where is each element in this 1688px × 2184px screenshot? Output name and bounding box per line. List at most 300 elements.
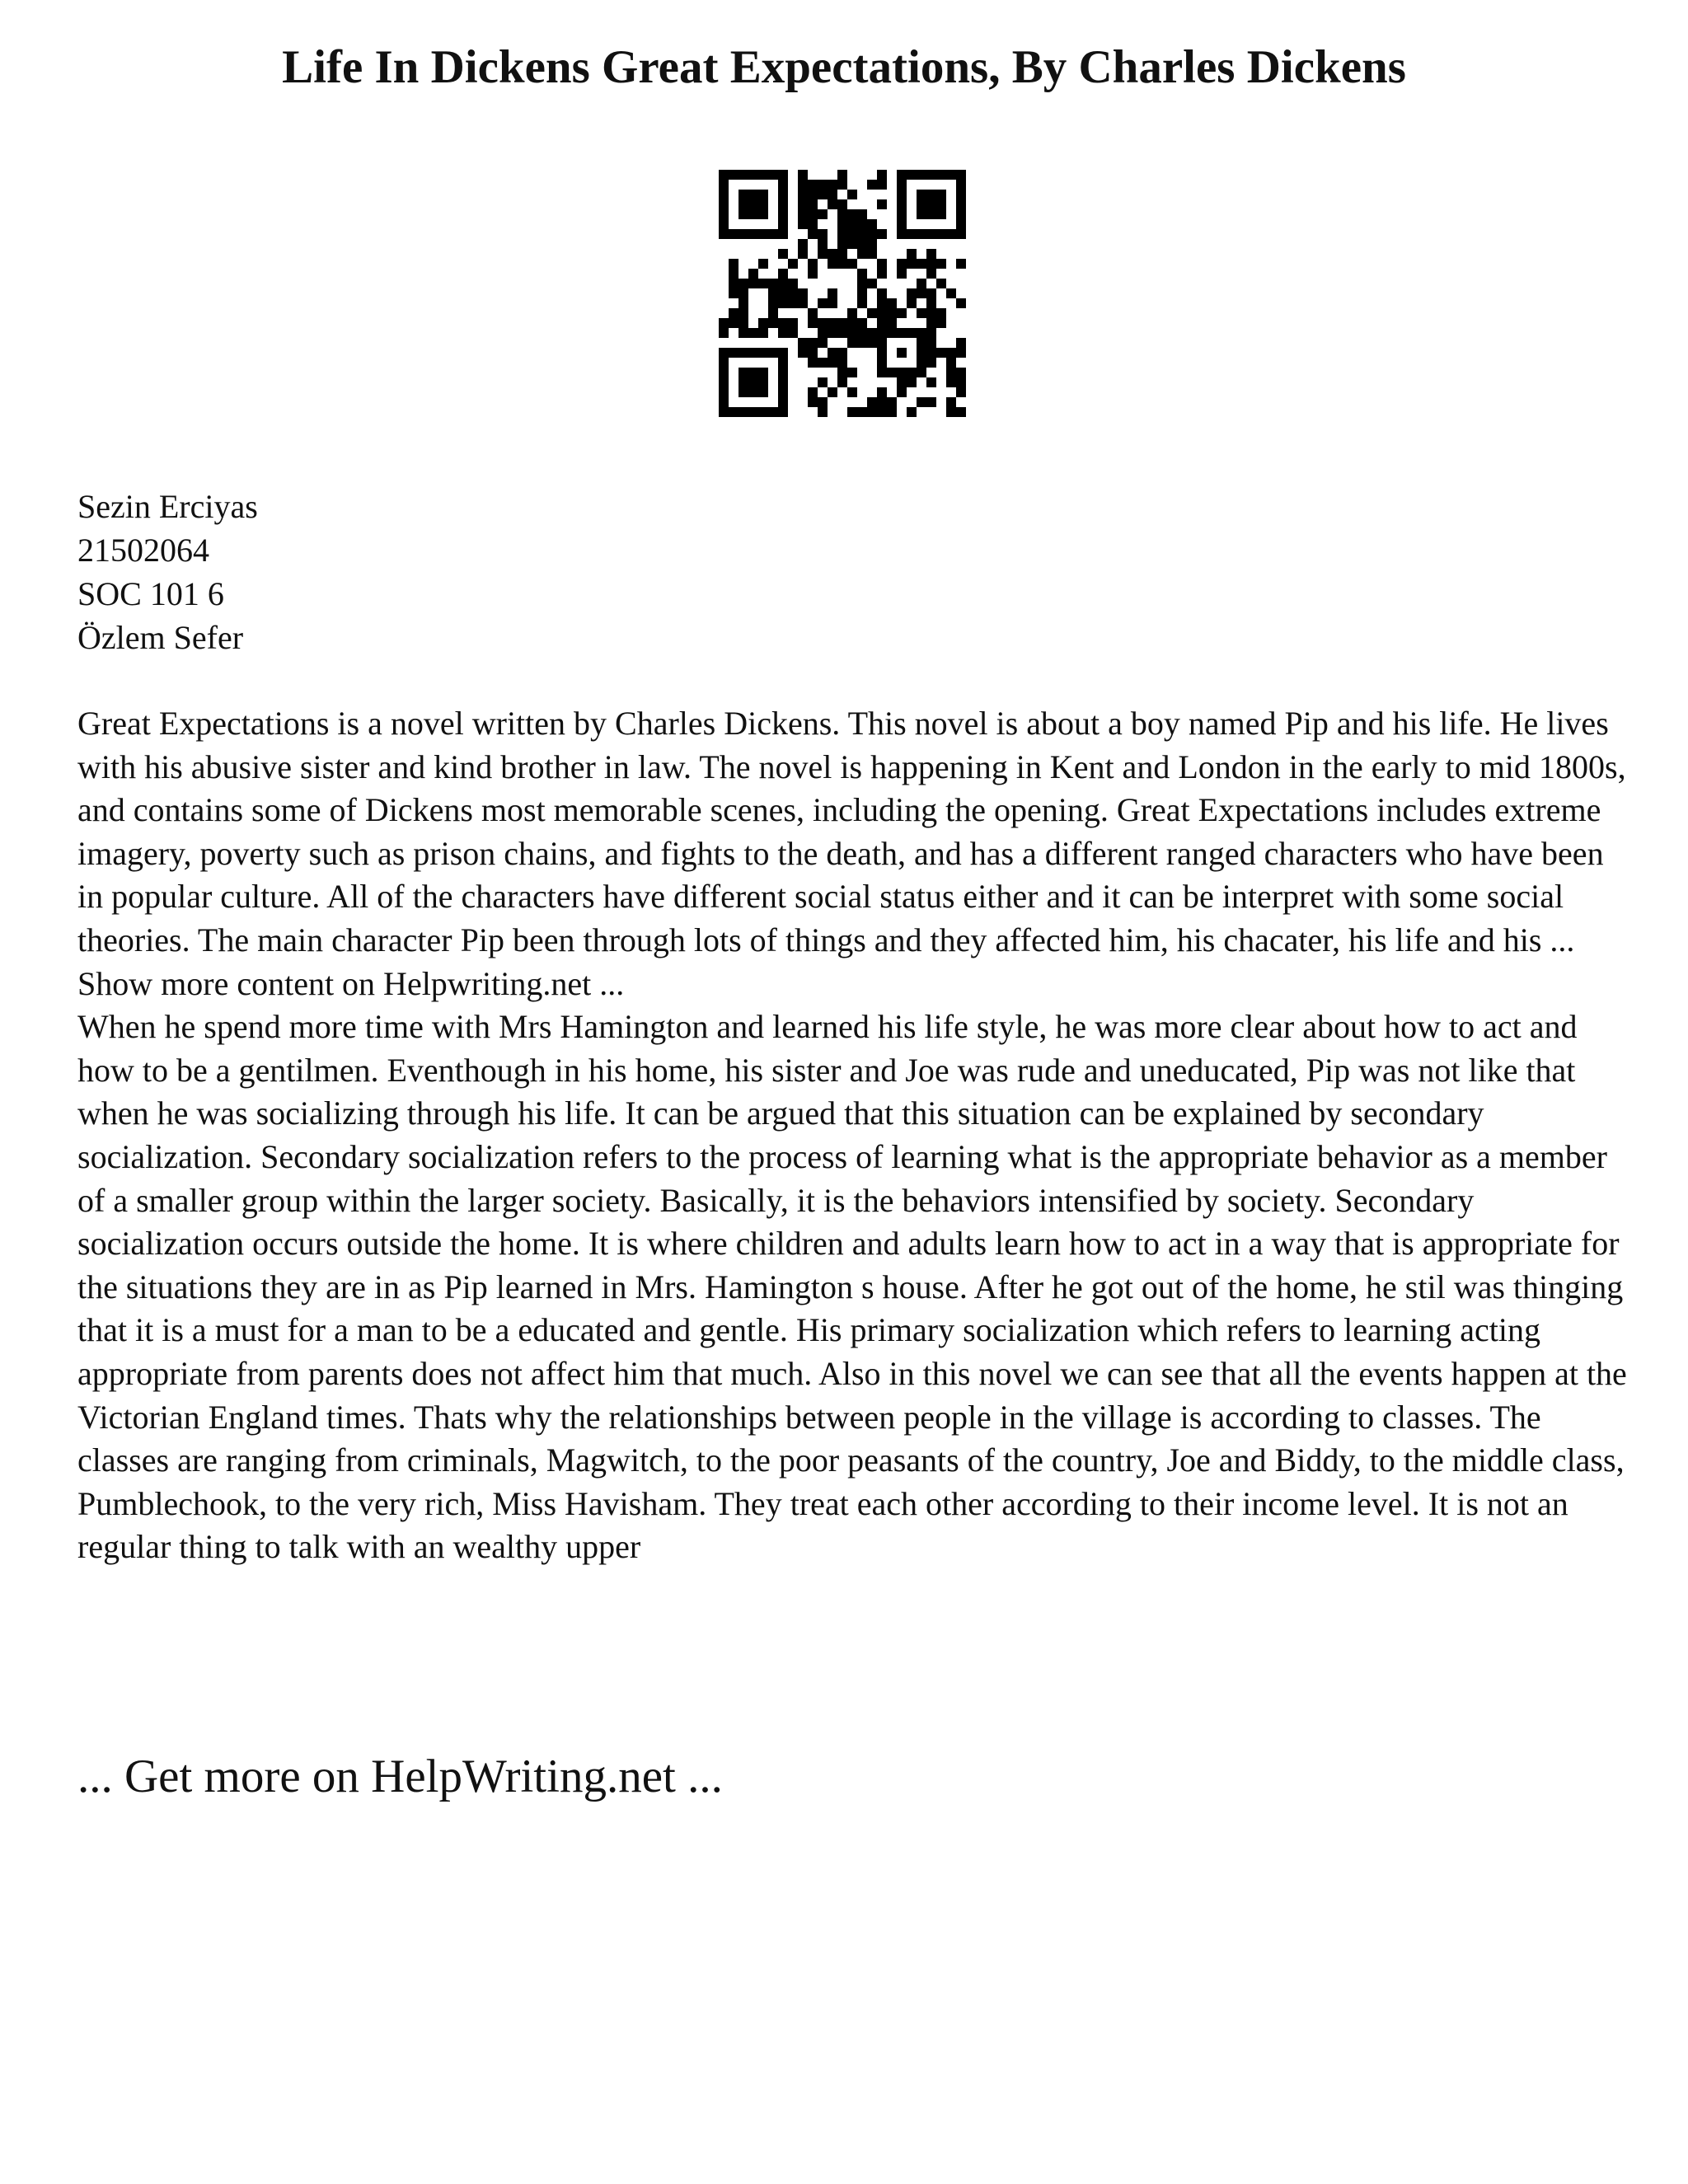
qr-module bbox=[788, 288, 798, 298]
qr-module bbox=[748, 279, 758, 288]
qr-module bbox=[719, 318, 729, 328]
qr-module bbox=[917, 358, 926, 368]
qr-module bbox=[857, 338, 867, 348]
qr-module bbox=[719, 407, 729, 417]
qr-module bbox=[917, 338, 926, 348]
qr-module bbox=[818, 407, 828, 417]
qr-module bbox=[907, 229, 917, 239]
qr-module bbox=[837, 219, 847, 229]
qr-module bbox=[917, 229, 926, 239]
qr-module bbox=[877, 308, 887, 318]
qr-module bbox=[857, 239, 867, 249]
qr-module bbox=[917, 279, 926, 288]
qr-module bbox=[847, 338, 857, 348]
qr-module bbox=[719, 180, 729, 190]
qr-module bbox=[847, 368, 857, 377]
qr-module bbox=[917, 368, 926, 377]
qr-module bbox=[798, 249, 808, 259]
qr-module bbox=[808, 308, 818, 318]
qr-code-icon bbox=[719, 170, 966, 417]
qr-module bbox=[956, 348, 966, 358]
qr-module bbox=[818, 358, 828, 368]
qr-module bbox=[778, 199, 788, 209]
qr-module bbox=[907, 288, 917, 298]
qr-module bbox=[887, 397, 897, 407]
qr-module bbox=[936, 190, 946, 199]
qr-module bbox=[897, 229, 907, 239]
qr-module bbox=[798, 338, 808, 348]
qr-module bbox=[837, 368, 847, 377]
qr-module bbox=[956, 387, 966, 397]
student-id: 21502064 bbox=[77, 532, 209, 569]
qr-module bbox=[758, 387, 768, 397]
qr-module bbox=[837, 328, 847, 338]
qr-module bbox=[818, 239, 828, 249]
qr-module bbox=[847, 259, 857, 269]
qr-module bbox=[956, 368, 966, 377]
qr-module bbox=[719, 190, 729, 199]
qr-module bbox=[897, 269, 907, 279]
qr-module bbox=[946, 397, 956, 407]
essay-body bbox=[77, 702, 1635, 1569]
qr-module bbox=[788, 298, 798, 308]
qr-module bbox=[917, 190, 926, 199]
qr-module bbox=[847, 229, 857, 239]
qr-module bbox=[936, 229, 946, 239]
qr-module bbox=[907, 170, 917, 180]
qr-module bbox=[828, 190, 837, 199]
qr-module bbox=[738, 387, 748, 397]
qr-module bbox=[877, 397, 887, 407]
qr-module bbox=[768, 318, 778, 328]
qr-module bbox=[877, 387, 887, 397]
qr-module bbox=[847, 209, 857, 219]
qr-module bbox=[857, 219, 867, 229]
qr-module bbox=[719, 358, 729, 368]
qr-module bbox=[917, 348, 926, 358]
qr-module bbox=[729, 259, 738, 269]
qr-module bbox=[798, 190, 808, 199]
qr-module bbox=[719, 199, 729, 209]
qr-module bbox=[877, 170, 887, 180]
qr-module bbox=[778, 318, 788, 328]
qr-module bbox=[748, 387, 758, 397]
qr-module bbox=[719, 397, 729, 407]
qr-module bbox=[738, 318, 748, 328]
qr-module bbox=[926, 328, 936, 338]
qr-module bbox=[828, 288, 837, 298]
qr-module bbox=[738, 288, 748, 298]
qr-module bbox=[798, 298, 808, 308]
course-code: SOC 101 6 bbox=[77, 575, 224, 612]
qr-module bbox=[719, 209, 729, 219]
qr-module bbox=[768, 279, 778, 288]
qr-module bbox=[867, 279, 877, 288]
qr-module bbox=[946, 368, 956, 377]
qr-module bbox=[837, 209, 847, 219]
qr-module bbox=[818, 180, 828, 190]
qr-module bbox=[837, 358, 847, 368]
essay-paragraph-1: Great Expectations is a novel written by Charles Dickens. This novel is about a boy named Pip and his life. He lives with his abusive sister and kind brother in law. The novel is happening in Kent and London in the early to mid 1800s, and contains some of Dickens most memorable scenes, including the opening. Great Expectations includes extreme imagery, poverty such as prison chains, and fights to the death, and has a different ranged characters who have been in popular culture. All of the characters have different social status either and it can be interpret with some social theories. The main character Pip been through lots of things and they affected him, his chacater, his life and his ... Show more content on Helpwriting.net ... bbox=[77, 705, 1626, 1002]
qr-module bbox=[758, 318, 768, 328]
qr-module bbox=[768, 348, 778, 358]
qr-module bbox=[917, 199, 926, 209]
qr-module bbox=[867, 308, 877, 318]
qr-module bbox=[956, 209, 966, 219]
qr-module bbox=[956, 338, 966, 348]
qr-module bbox=[877, 318, 887, 328]
qr-module bbox=[808, 180, 818, 190]
qr-module bbox=[867, 180, 877, 190]
qr-module bbox=[738, 209, 748, 219]
qr-module bbox=[778, 288, 788, 298]
qr-module bbox=[808, 190, 818, 199]
qr-module bbox=[897, 199, 907, 209]
qr-module bbox=[719, 219, 729, 229]
qr-module bbox=[867, 338, 877, 348]
qr-module bbox=[818, 229, 828, 239]
qr-module bbox=[798, 199, 808, 209]
qr-module bbox=[818, 377, 828, 387]
qr-module bbox=[798, 209, 808, 219]
qr-module bbox=[788, 318, 798, 328]
qr-module bbox=[877, 358, 887, 368]
qr-module bbox=[798, 219, 808, 229]
qr-module bbox=[748, 269, 758, 279]
qr-module bbox=[936, 279, 946, 288]
qr-module bbox=[956, 377, 966, 387]
qr-module bbox=[926, 209, 936, 219]
qr-module bbox=[897, 308, 907, 318]
qr-module bbox=[926, 199, 936, 209]
qr-module bbox=[837, 318, 847, 328]
qr-module bbox=[758, 377, 768, 387]
qr-module bbox=[926, 308, 936, 318]
qr-module bbox=[926, 358, 936, 368]
qr-module bbox=[837, 170, 847, 180]
qr-module bbox=[907, 259, 917, 269]
qr-module bbox=[758, 209, 768, 219]
essay-paragraph-2: When he spend more time with Mrs Hamington and learned his life style, he was more clear about how to act and how to be a gentilmen. Eventhough in his home, his sister and Joe was rude and uneducated, Pip was not like that when he was socializing through his life. It can be argued that this situation can be explained by secondary socialization. Secondary socialization refers to the process of learning what is the appropriate behavior as a member of a smaller group within the larger society. Basically, it is the behaviors intensified by society. Secondary socialization occurs outside the home. It is where children and adults learn how to act in a way that is appropriate for the situations they are in as Pip learned in Mrs. Hamington s house. After he got out of the home, he stil was thinging that it is a must for a man to be a educated and gentle. His primary socialization which refers to learning acting appropriate from parents does not affect him that much. Also in this novel we can see that all the events happen at the Victorian England times. Thats why the relationships between people in the village is according to classes. The classes are ranging from criminals, Magwitch, to the poor peasants of the country, Joe and Biddy, to the middle class, Pumblechook, to the very rich, Miss Havisham. They treat each other according to their income level. It is not an regular thing to talk with an wealthy upper bbox=[77, 1008, 1627, 1566]
qr-module bbox=[867, 239, 877, 249]
qr-module bbox=[729, 318, 738, 328]
qr-module bbox=[729, 407, 738, 417]
qr-module bbox=[917, 259, 926, 269]
qr-module bbox=[907, 298, 917, 308]
qr-module bbox=[857, 279, 867, 288]
qr-module bbox=[926, 377, 936, 387]
author-info bbox=[77, 485, 258, 659]
qr-module bbox=[936, 259, 946, 269]
qr-module bbox=[828, 259, 837, 269]
qr-module bbox=[936, 170, 946, 180]
qr-module bbox=[719, 368, 729, 377]
qr-module bbox=[828, 199, 837, 209]
qr-module bbox=[897, 377, 907, 387]
qr-module bbox=[778, 180, 788, 190]
qr-module bbox=[768, 170, 778, 180]
qr-module bbox=[847, 219, 857, 229]
qr-module bbox=[837, 249, 847, 259]
qr-module bbox=[857, 318, 867, 328]
qr-module bbox=[877, 298, 887, 308]
qr-module bbox=[907, 377, 917, 387]
qr-module bbox=[887, 298, 897, 308]
qr-module bbox=[778, 269, 788, 279]
qr-module bbox=[828, 348, 837, 358]
qr-module bbox=[758, 407, 768, 417]
qr-module bbox=[758, 190, 768, 199]
qr-module bbox=[729, 170, 738, 180]
qr-module bbox=[778, 328, 788, 338]
qr-module bbox=[818, 190, 828, 199]
qr-module bbox=[897, 180, 907, 190]
qr-module bbox=[808, 338, 818, 348]
qr-module bbox=[788, 259, 798, 269]
qr-module bbox=[778, 387, 788, 397]
qr-module bbox=[778, 358, 788, 368]
qr-module bbox=[798, 288, 808, 298]
qr-module bbox=[758, 170, 768, 180]
qr-module bbox=[877, 180, 887, 190]
qr-module bbox=[778, 170, 788, 180]
qr-module bbox=[738, 199, 748, 209]
qr-module bbox=[907, 249, 917, 259]
qr-module bbox=[847, 387, 857, 397]
qr-module bbox=[926, 170, 936, 180]
qr-module bbox=[818, 209, 828, 219]
qr-module bbox=[926, 338, 936, 348]
qr-module bbox=[788, 328, 798, 338]
qr-module bbox=[818, 298, 828, 308]
qr-module bbox=[758, 368, 768, 377]
qr-module bbox=[719, 387, 729, 397]
qr-module bbox=[738, 170, 748, 180]
qr-module bbox=[719, 328, 729, 338]
qr-module bbox=[946, 170, 956, 180]
qr-module bbox=[778, 368, 788, 377]
qr-module bbox=[719, 377, 729, 387]
qr-module bbox=[956, 190, 966, 199]
qr-module bbox=[818, 328, 828, 338]
qr-module bbox=[867, 397, 877, 407]
qr-module bbox=[926, 397, 936, 407]
qr-module bbox=[907, 368, 917, 377]
qr-module bbox=[748, 328, 758, 338]
qr-module bbox=[828, 249, 837, 259]
get-more-link[interactable]: ... Get more on HelpWriting.net ... bbox=[77, 1750, 723, 1802]
qr-module bbox=[837, 239, 847, 249]
qr-module bbox=[926, 269, 936, 279]
qr-module bbox=[808, 199, 818, 209]
qr-module bbox=[946, 288, 956, 298]
qr-module bbox=[946, 407, 956, 417]
qr-module bbox=[758, 279, 768, 288]
qr-module bbox=[748, 348, 758, 358]
qr-module bbox=[926, 190, 936, 199]
qr-module bbox=[758, 259, 768, 269]
qr-module bbox=[897, 209, 907, 219]
qr-module bbox=[808, 358, 818, 368]
qr-module bbox=[738, 190, 748, 199]
qr-module bbox=[818, 397, 828, 407]
qr-module bbox=[828, 180, 837, 190]
qr-module bbox=[936, 348, 946, 358]
qr-module bbox=[917, 397, 926, 407]
qr-module bbox=[857, 288, 867, 298]
qr-module bbox=[798, 180, 808, 190]
qr-module bbox=[758, 348, 768, 358]
qr-module bbox=[719, 229, 729, 239]
qr-module bbox=[956, 199, 966, 209]
qr-module bbox=[917, 209, 926, 219]
qr-module bbox=[887, 308, 897, 318]
qr-module bbox=[778, 397, 788, 407]
qr-module bbox=[857, 407, 867, 417]
qr-module bbox=[738, 308, 748, 318]
qr-module bbox=[917, 288, 926, 298]
qr-module bbox=[778, 249, 788, 259]
qr-module bbox=[946, 377, 956, 387]
qr-module bbox=[778, 279, 788, 288]
qr-module bbox=[729, 279, 738, 288]
qr-module bbox=[956, 298, 966, 308]
qr-module bbox=[748, 229, 758, 239]
qr-module bbox=[867, 407, 877, 417]
qr-module bbox=[847, 239, 857, 249]
qr-module bbox=[818, 249, 828, 259]
qr-module bbox=[917, 308, 926, 318]
qr-module bbox=[877, 229, 887, 239]
qr-module bbox=[897, 368, 907, 377]
qr-module bbox=[847, 318, 857, 328]
qr-module bbox=[917, 328, 926, 338]
qr-module bbox=[778, 229, 788, 239]
qr-module bbox=[887, 328, 897, 338]
qr-module bbox=[808, 229, 818, 239]
qr-module bbox=[847, 190, 857, 199]
qr-module bbox=[808, 209, 818, 219]
qr-module bbox=[748, 199, 758, 209]
qr-module bbox=[808, 387, 818, 397]
author-name: Sezin Erciyas bbox=[77, 488, 258, 525]
qr-module bbox=[818, 338, 828, 348]
qr-module bbox=[808, 348, 818, 358]
qr-module bbox=[857, 298, 867, 308]
qr-module bbox=[946, 348, 956, 358]
qr-module bbox=[956, 259, 966, 269]
qr-module bbox=[758, 229, 768, 239]
qr-module bbox=[857, 328, 867, 338]
qr-module bbox=[867, 229, 877, 239]
qr-module bbox=[867, 328, 877, 338]
qr-module bbox=[798, 170, 808, 180]
qr-module bbox=[729, 269, 738, 279]
qr-module bbox=[738, 229, 748, 239]
qr-module bbox=[936, 308, 946, 318]
qr-module bbox=[808, 259, 818, 269]
qr-module bbox=[847, 308, 857, 318]
qr-module bbox=[877, 328, 887, 338]
qr-module bbox=[738, 377, 748, 387]
qr-module bbox=[956, 180, 966, 190]
qr-module bbox=[748, 407, 758, 417]
qr-module bbox=[897, 219, 907, 229]
qr-module bbox=[828, 298, 837, 308]
qr-module bbox=[877, 368, 887, 377]
qr-module bbox=[748, 377, 758, 387]
qr-module bbox=[778, 348, 788, 358]
qr-module bbox=[887, 368, 897, 377]
qr-module bbox=[897, 259, 907, 269]
qr-module bbox=[857, 229, 867, 239]
qr-module bbox=[768, 298, 778, 308]
qr-module bbox=[956, 219, 966, 229]
qr-module bbox=[877, 348, 887, 358]
qr-module bbox=[857, 269, 867, 279]
qr-module bbox=[877, 269, 887, 279]
qr-module bbox=[897, 328, 907, 338]
qr-module bbox=[877, 288, 887, 298]
qr-module bbox=[758, 328, 768, 338]
qr-module bbox=[808, 397, 818, 407]
qr-module bbox=[758, 199, 768, 209]
qr-module bbox=[768, 229, 778, 239]
qr-module bbox=[828, 387, 837, 397]
qr-module bbox=[887, 318, 897, 328]
qr-module bbox=[837, 377, 847, 387]
qr-module bbox=[877, 199, 887, 209]
qr-module bbox=[877, 338, 887, 348]
qr-module bbox=[926, 298, 936, 308]
qr-module bbox=[808, 219, 818, 229]
qr-module bbox=[857, 209, 867, 219]
qr-module bbox=[788, 279, 798, 288]
qr-module bbox=[877, 407, 887, 417]
qr-module bbox=[828, 328, 837, 338]
qr-module bbox=[837, 180, 847, 190]
qr-module bbox=[729, 348, 738, 358]
qr-module bbox=[847, 328, 857, 338]
qr-module bbox=[768, 288, 778, 298]
qr-module bbox=[738, 328, 748, 338]
qr-module bbox=[748, 190, 758, 199]
qr-module bbox=[738, 279, 748, 288]
qr-module bbox=[936, 209, 946, 219]
qr-module bbox=[917, 170, 926, 180]
qr-module bbox=[867, 249, 877, 259]
qr-module bbox=[738, 368, 748, 377]
qr-module bbox=[897, 387, 907, 397]
qr-module bbox=[907, 328, 917, 338]
document-title: Life In Dickens Great Expectations, By Charles Dickens bbox=[282, 41, 1406, 93]
qr-module bbox=[907, 407, 917, 417]
qr-module bbox=[778, 298, 788, 308]
qr-module bbox=[729, 288, 738, 298]
qr-module bbox=[778, 377, 788, 387]
qr-module bbox=[887, 407, 897, 417]
qr-module bbox=[837, 348, 847, 358]
qr-module bbox=[877, 259, 887, 269]
qr-module bbox=[748, 368, 758, 377]
qr-module bbox=[956, 407, 966, 417]
qr-module bbox=[778, 219, 788, 229]
qr-module bbox=[768, 407, 778, 417]
qr-module bbox=[778, 407, 788, 417]
qr-module bbox=[778, 190, 788, 199]
qr-module bbox=[897, 170, 907, 180]
qr-module bbox=[828, 358, 837, 368]
